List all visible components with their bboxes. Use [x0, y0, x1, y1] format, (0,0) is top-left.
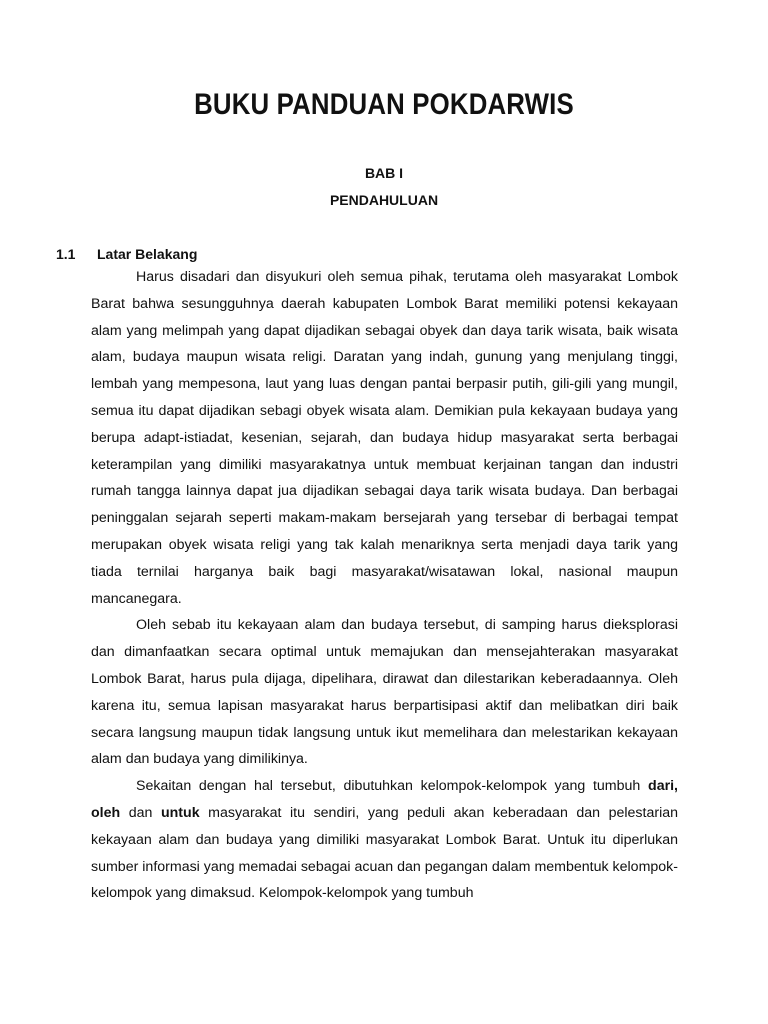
- paragraph: Oleh sebab itu kekayaan alam dan budaya tersebut, di samping harus dieksplorasi dan dimanfaatkan secara optimal untuk memajukan dan mensejahterakan masyarakat Lombok Barat, harus pula dijaga, dipelihara, dirawat dan dilestarikan keberadaannya. Oleh karena itu, semua lapisan masyarakat harus berpartisipasi aktif dan melibatkan diri baik secara langsung maupun tidak langsung untuk ikut memelihara dan melestarikan kekayaan alam dan budaya yang dimilikinya.: [91, 617, 678, 768]
- paragraph-text: masyarakat itu sendiri, yang peduli akan keberadaan dan pelestarian kekayaan alam dan budaya yang dimiliki masyarakat Lombok Barat. Untuk itu diperlukan sumber informasi yang memadai sebagai acuan dan pegangan dalam membentuk kelompok-kelompok yang dimaksud. Kelompok-kelompok yang tumbuh: [91, 804, 679, 902]
- paragraph: Harus disadari dan disyukuri oleh semua pihak, terutama oleh masyarakat Lombok Barat bahwa sesungguhnya daerah kabupaten Lombok Barat memiliki potensi kekayaan alam yang melimpah yang dapat dijadikan sebagai obyek dan daya tarik wisata, baik wisata alam, budaya maupun wisata religi. Daratan yang indah, gunung yang menjulang tinggi, lembah yang mempesona, laut yang luas dengan pantai berpasir putih, gili-gili yang mungil, semua itu dapat dijadikan sebagi obyek wisata alam. Demikian pula kekayaan budaya yang berupa adapt-istiadat, kesenian, sejarah, dan budaya hidup masyarakat serta berbagai keterampilan yang dimiliki masyarakatnya untuk membuat kerjainan tangan dan industri rumah tangga lainnya dapat jua dijadikan sebagai daya tarik wisata budaya. Dan berbagai peninggalan sejarah seperti makam-makam bersejarah yang tersebar di berbagai tempat merupakan obyek wisata religi yang tak kalah menariknya serta menjadi daya tarik yang tiada ternilai harganya baik bagi masyarakat/wisatawan lokal, nasional maupun mancanegara.: [91, 269, 678, 607]
- chapter-title: PENDAHULUAN: [329, 192, 439, 208]
- emphasis-text: untuk: [160, 804, 200, 821]
- chapter-number: BAB I: [364, 165, 404, 181]
- section-heading: [56, 246, 197, 262]
- section-title: Latar Belakang: [97, 246, 198, 262]
- section-number: 1.1: [56, 246, 76, 262]
- paragraph-text: dan: [128, 804, 153, 821]
- paragraph-text: Sekaitan dengan hal tersebut, dibutuhkan kelompok-kelompok yang tumbuh: [136, 778, 641, 795]
- paragraph: [91, 773, 678, 907]
- body-text: [91, 264, 678, 907]
- emphasis-text: dari, oleh: [91, 778, 678, 821]
- document-title: BUKU PANDUAN POKDARWIS: [194, 88, 574, 121]
